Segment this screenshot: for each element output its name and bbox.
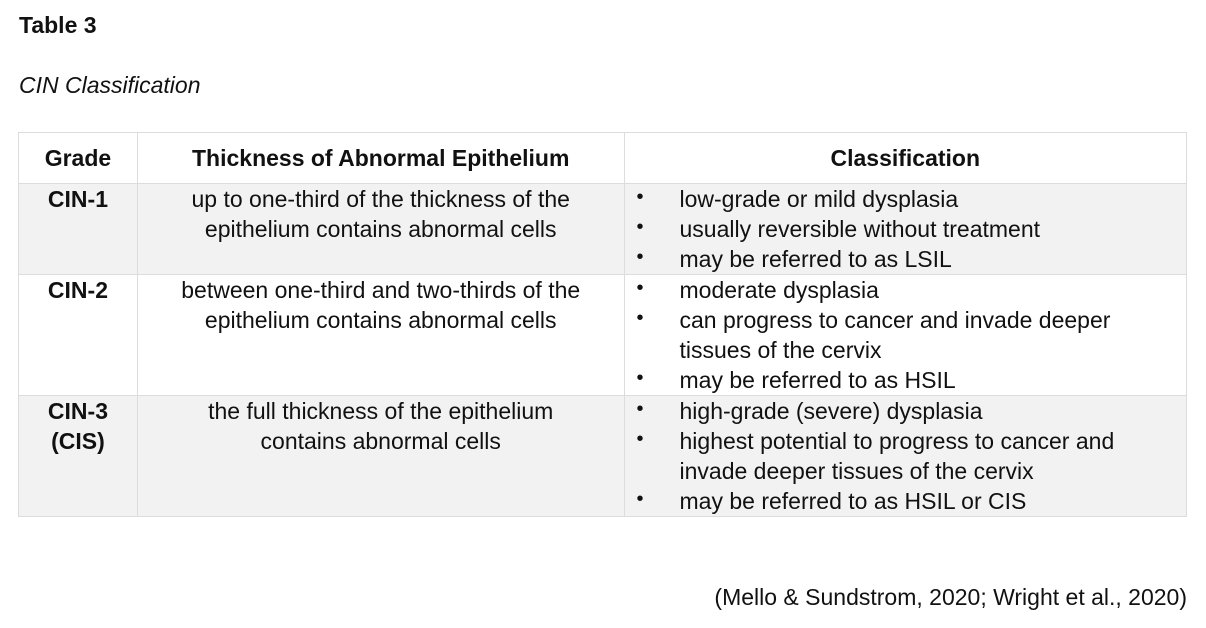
classification-item	[625, 365, 1186, 395]
bullet-icon: •	[636, 246, 644, 268]
classification-text: may be referred to as HSIL or CIS	[679, 488, 1027, 514]
thickness-cell	[137, 396, 624, 517]
classification-text: can progress to cancer and invade deeper tissues of the cervix	[679, 307, 1111, 363]
table-row-cin-2	[19, 275, 1187, 396]
grade-label: CIN-1	[47, 186, 108, 212]
bullet-icon: •	[636, 277, 644, 299]
bullet-icon: •	[636, 216, 644, 238]
bullet-icon: •	[636, 398, 644, 420]
header-grade: Grade	[19, 133, 138, 184]
classification-cell	[624, 275, 1186, 396]
classification-item	[625, 396, 1186, 426]
citation: (Mello & Sundstrom, 2020; Wright et al., 2020)	[714, 584, 1187, 610]
grade-cell	[19, 396, 138, 517]
classification-item	[625, 275, 1186, 305]
table-row-cin-3	[19, 396, 1187, 517]
classification-cell	[624, 184, 1186, 275]
classification-item	[625, 426, 1186, 486]
classification-item	[625, 305, 1186, 365]
thickness-text: up to one-third of the thickness of the epithelium contains abnormal cells	[191, 186, 570, 242]
thickness-text: between one-third and two-thirds of the epithelium contains abnormal cells	[181, 277, 581, 333]
table-title: CIN Classification	[19, 72, 201, 98]
classification-text: may be referred to as LSIL	[679, 246, 952, 272]
bullet-icon: •	[636, 488, 644, 510]
bullet-icon: •	[636, 307, 644, 329]
classification-item	[625, 214, 1186, 244]
cin-classification-table	[18, 132, 1187, 517]
header-thickness: Thickness of Abnormal Epithelium	[137, 133, 624, 184]
header-classification: Classification	[624, 133, 1186, 184]
classification-list	[625, 184, 1186, 274]
grade-label: CIN-2	[47, 277, 108, 303]
grade-cell	[19, 275, 138, 396]
classification-list	[625, 396, 1186, 516]
classification-list	[625, 275, 1186, 395]
grade-cell	[19, 184, 138, 275]
grade-label: CIN-3	[47, 398, 108, 424]
table-header-row	[19, 133, 1187, 184]
thickness-text: the full thickness of the epithelium contains abnormal cells	[208, 398, 554, 454]
classification-item	[625, 244, 1186, 274]
classification-text: moderate dysplasia	[679, 277, 879, 303]
classification-text: high-grade (severe) dysplasia	[679, 398, 983, 424]
classification-text: low-grade or mild dysplasia	[679, 186, 959, 212]
table-label: Table 3	[19, 12, 97, 38]
classification-item	[625, 486, 1186, 516]
classification-text: may be referred to as HSIL	[679, 367, 956, 393]
bullet-icon: •	[636, 367, 644, 389]
bullet-icon: •	[636, 186, 644, 208]
table-row-cin-1	[19, 184, 1187, 275]
classification-item	[625, 184, 1186, 214]
classification-text: highest potential to progress to cancer and invade deeper tissues of the cervix	[679, 428, 1115, 484]
classification-text: usually reversible without treatment	[679, 216, 1041, 242]
thickness-cell	[137, 275, 624, 396]
bullet-icon: •	[636, 428, 644, 450]
classification-cell	[624, 396, 1186, 517]
thickness-cell	[137, 184, 624, 275]
grade-sublabel: (CIS)	[51, 428, 105, 454]
